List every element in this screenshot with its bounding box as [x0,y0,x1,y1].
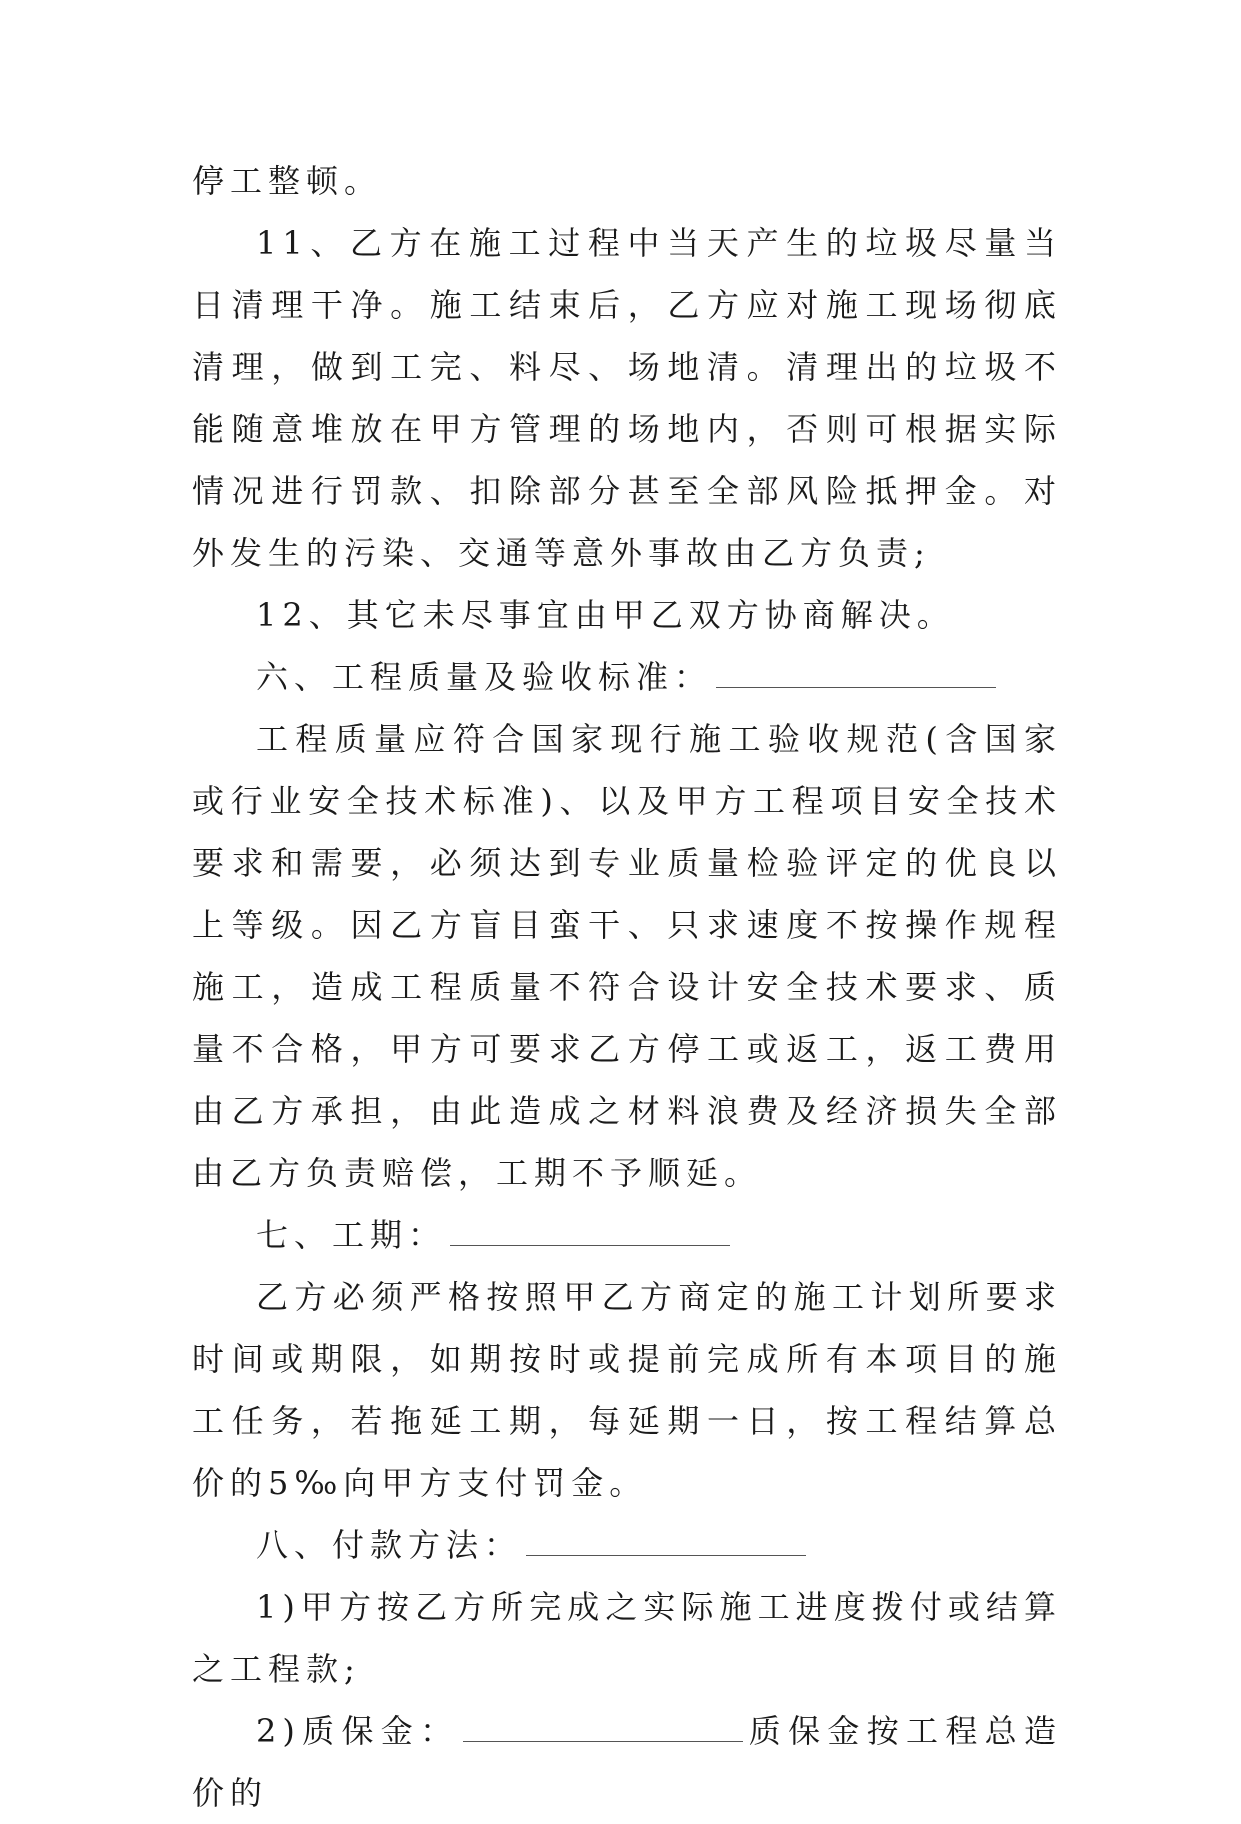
paragraph-text: 乙方必须严格按照甲乙方商定的施工计划所要求时间或期限，如期按时或提前完成所有本项目的施工任务，若拖延工期，每延期一日，按工程结算总价的5‰向甲方支付罚金。 [192,1278,1062,1502]
clause-11 [192,212,1062,584]
paragraph-text: 工程质量应符合国家现行施工验收规范(含国家或行业安全技术标准)、以及甲方工程项目安全技术要求和需要，必须达到专业质量检验评定的优良以上等级。因乙方盲目蛮干、只求速度不按操作规程施工，造成工程质量不符合设计安全技术要求、质量不合格，甲方可要求乙方停工或返工，返工费用由乙方承担，由此造成之材料浪费及经济损失全部由乙方负责赔偿，工期不予顺延。 [192,720,1062,1192]
heading-text: 八、付款方法： [256,1526,523,1564]
section-duration-heading [192,1204,1062,1266]
paragraph-text: 11、乙方在施工过程中当天产生的垃圾尽量当日清理干净。施工结束后，乙方应对施工现场彻底清理，做到工完、料尽、场地清。清理出的垃圾不能随意堆放在甲方管理的场地内，否则可根据实际情况进行罚款、扣除部分甚至全部风险抵押金。对外发生的污染、交通等意外事故由乙方负责; [192,224,1062,572]
clause-12 [192,584,1062,646]
quality-paragraph [192,708,1062,1204]
document-body [192,150,1062,1824]
fill-in-blank[interactable] [526,1531,806,1556]
heading-text: 七、工期： [256,1216,447,1254]
payment-item-2 [192,1700,1062,1824]
paragraph-text-after: 质保金按工程总造价的 [192,1712,1062,1812]
fill-in-blank[interactable] [463,1717,743,1742]
paragraph-continuation [192,150,1062,212]
heading-text: 六、工程质量及验收标准： [256,658,713,696]
payment-item-1 [192,1576,1062,1700]
paragraph-text: 1)甲方按乙方所完成之实际施工进度拨付或结算之工程款; [192,1588,1062,1688]
section-payment-heading [192,1514,1062,1576]
paragraph-text: 12、其它未尽事宜由甲乙双方协商解决。 [256,596,955,634]
paragraph-text: 停工整顿。 [192,162,383,200]
paragraph-text: 2)质保金： [256,1712,460,1750]
section-quality-heading [192,646,1062,708]
fill-in-blank[interactable] [450,1221,730,1246]
duration-paragraph [192,1266,1062,1514]
fill-in-blank[interactable] [716,663,996,688]
